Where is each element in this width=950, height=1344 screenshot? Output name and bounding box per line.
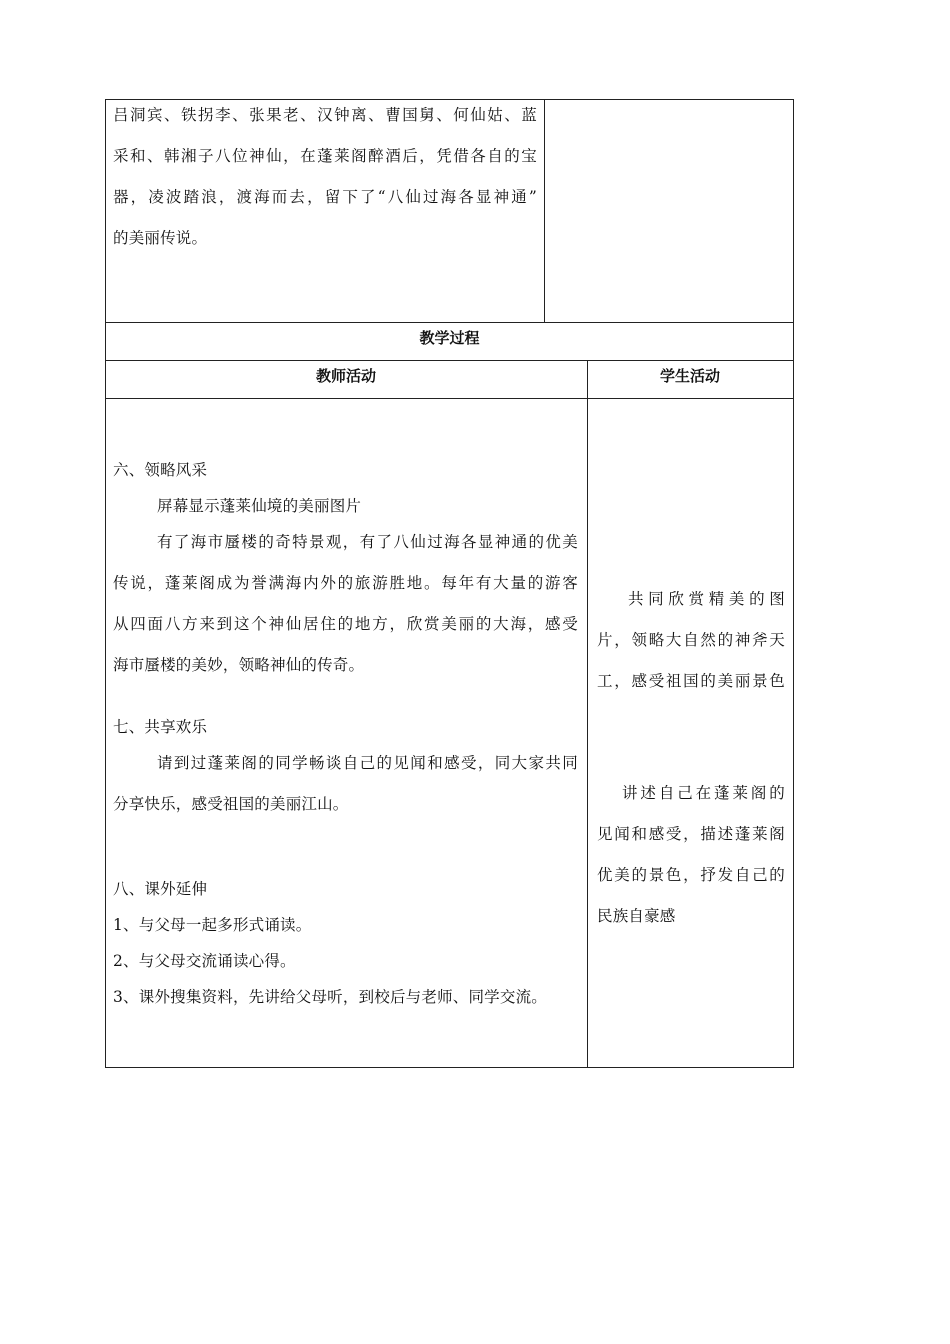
column-header-bottom-border: [105, 398, 794, 399]
student-block-2-line-1: 讲述自己在蓬莱阁的: [622, 784, 785, 802]
top-line-2: 采和、韩湘子八位神仙，在蓬莱阁醉酒后，凭借各自的宝: [113, 147, 537, 165]
table-top-border: [105, 99, 794, 100]
section-7-title: 七、共享欢乐: [113, 718, 208, 736]
table-left-border: [105, 99, 106, 1068]
section-6-para-line-2: 传说，蓬莱阁成为誉满海内外的旅游胜地。每年有大量的游客: [113, 574, 578, 592]
process-header: 教学过程: [419, 329, 480, 347]
section-6-para-line-1: 有了海市蜃楼的奇特景观，有了八仙过海各显神通的优美: [157, 533, 578, 551]
section-8-title: 八、课外延伸: [113, 880, 208, 898]
section-8-item-1: 1、与父母一起多形式诵读。: [113, 916, 312, 934]
student-activity-header: 学生活动: [659, 367, 720, 385]
table-bottom-border: [105, 1067, 794, 1068]
teacher-activity-header: 教师活动: [315, 367, 376, 385]
section-7-para-line-2: 分享快乐，感受祖国的美丽江山。: [113, 795, 349, 813]
top-line-1: 吕洞宾、铁拐李、张果老、汉钟离、曹国舅、何仙姑、蓝: [113, 106, 537, 124]
student-block-2-line-3: 优美的景色，抒发自己的: [597, 866, 785, 884]
top-line-3: 器，凌波踏浪，渡海而去，留下了“八仙过海各显神通”: [113, 188, 537, 206]
section-6-para-line-4: 海市蜃楼的美妙，领略神仙的传奇。: [113, 656, 365, 674]
process-header-bottom-border: [105, 360, 794, 361]
student-block-1-line-2: 片，领略大自然的神斧天: [597, 631, 785, 649]
section-7-para-line-1: 请到过蓬莱阁的同学畅谈自己的见闻和感受，同大家共同: [157, 754, 578, 772]
top-section-divider: [544, 99, 545, 323]
section-6-line-1: 屏幕显示蓬莱仙境的美丽图片: [157, 497, 362, 515]
section-8-item-3: 3、课外搜集资料，先讲给父母听，到校后与老师、同学交流。: [113, 988, 547, 1006]
section-6-title: 六、领略风采: [113, 461, 208, 479]
column-divider: [587, 360, 588, 1068]
student-block-1-line-1: 共同欣赏精美的图: [628, 590, 785, 608]
section-6-para-line-3: 从四面八方来到这个神仙居住的地方，欣赏美丽的大海，感受: [113, 615, 578, 633]
section-8-item-2: 2、与父母交流诵读心得。: [113, 952, 296, 970]
top-section-bottom-border: [105, 322, 794, 323]
table-right-border: [793, 99, 794, 1068]
student-block-1-line-3: 工，感受祖国的美丽景色: [597, 672, 785, 690]
student-block-2-line-4: 民族自豪感: [597, 907, 676, 925]
top-line-4: 的美丽传说。: [113, 229, 208, 247]
student-block-2-line-2: 见闻和感受，描述蓬莱阁: [597, 825, 785, 843]
